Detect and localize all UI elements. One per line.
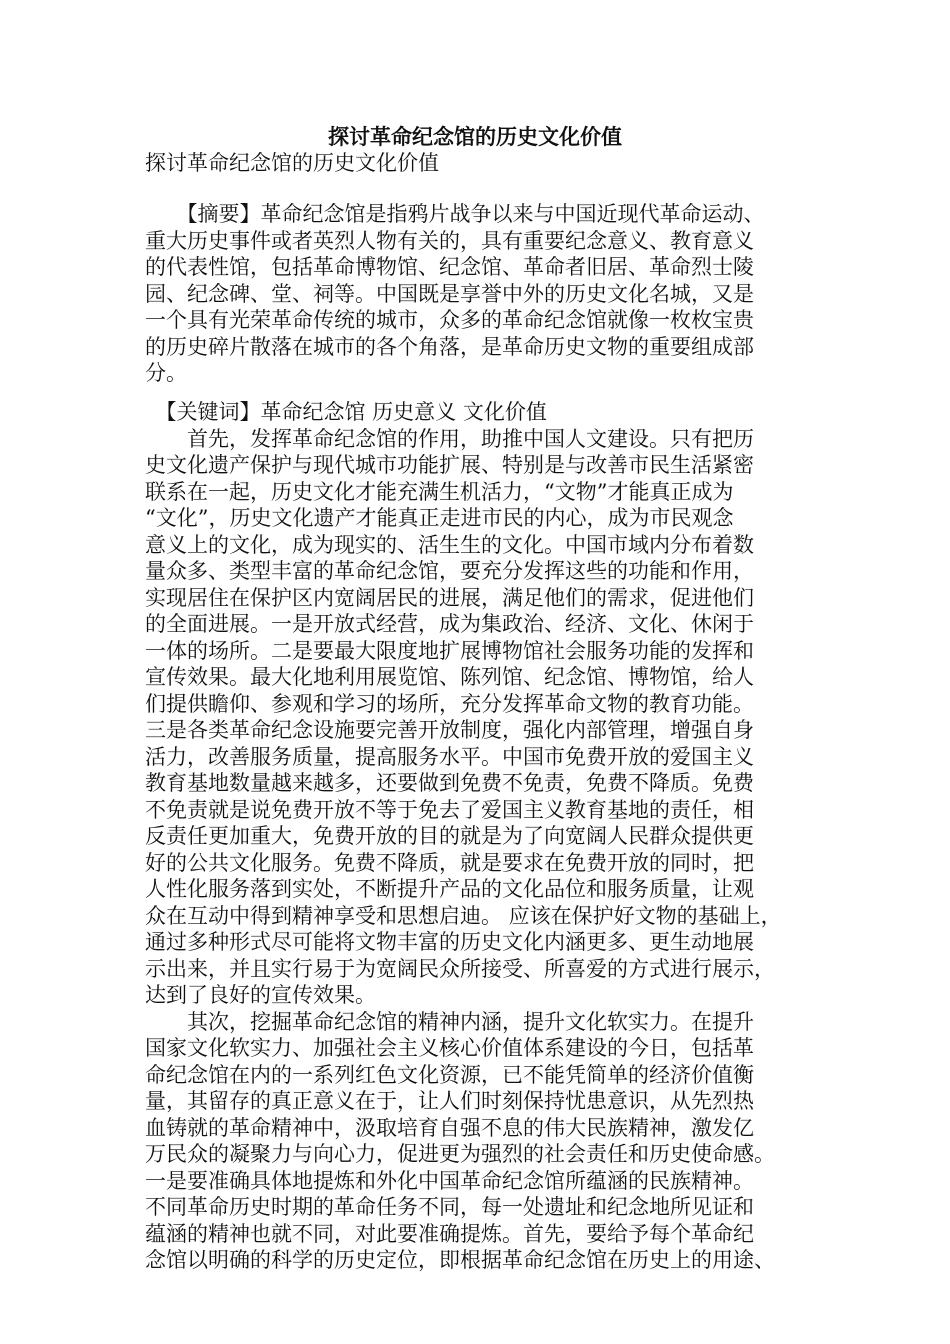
text-line: 达到了良好的宣传效果。 (145, 983, 376, 1007)
text-line: 一体的场所。二是要最大限度地扩展博物馆社会服务功能的发挥和 (145, 638, 754, 663)
document-subtitle: 探讨革命纪念馆的历史文化价值 (145, 151, 439, 175)
text-line: 们提供瞻仰、参观和学习的场所，充分发挥革命文物的教育功能。 (145, 691, 754, 716)
text-line: 蕴涵的精神也就不同，对此要准确提炼。首先，要给予每个革命纪 (145, 1221, 754, 1246)
text-line: 的代表性馆，包括革命博物馆、纪念馆、革命者旧居、革命烈士陵 (145, 255, 754, 279)
text-line: 通过多种形式尽可能将文物丰富的历史文化内涵更多、更生动地展 (145, 930, 754, 954)
text-line: 一是要准确具体地提炼和外化中国革命纪念馆所蕴涵的民族精神。 (145, 1168, 754, 1193)
text-line: 量众多、类型丰富的革命纪念馆，要充分发挥这些的功能和作用， (145, 559, 754, 583)
text-line: 命纪念馆在内的一系列红色文化资源，已不能凭简单的经济价值衡 (145, 1062, 754, 1087)
text-line: 国家文化软实力、加强社会主义核心价值体系建设的今日，包括革 (145, 1036, 754, 1060)
text-line: “文化”，历史文化遗产才能真正走进市民的内心，成为市民观念 (145, 506, 734, 530)
text-line: 的全面进展。一是开放式经营，成为集政治、经济、文化、休闲于 (145, 612, 754, 636)
text-line: 重大历史事件或者英烈人物有关的，具有重要纪念意义、教育意义 (145, 228, 754, 253)
text-line: 教育基地数量越来越多，还要做到免费不免责，免费不降质。免费 (145, 771, 754, 795)
text-line: 意义上的文化，成为现实的、活生生的文化。中国市域内分布着数 (145, 532, 754, 557)
text-line: 血铸就的革命精神中，汲取培育自强不息的伟大民族精神，激发亿 (145, 1115, 754, 1140)
main-body (145, 399, 825, 1274)
text-line: 联系在一起，历史文化才能充满生机活力，“文物”才能真正成为 (145, 479, 734, 504)
text-line: 不同革命历史时期的革命任务不同，每一处遗址和纪念地所见证和 (145, 1195, 754, 1219)
text-line: 宣传效果。最大化地利用展览馆、陈列馆、纪念馆、博物馆，给人 (145, 665, 754, 689)
text-line: 的历史碎片散落在城市的各个角落，是革命历史文物的重要组成部 (145, 334, 754, 359)
text-line: 量，其留存的真正意义在于，让人们时刻保持忧患意识，从先烈热 (145, 1089, 754, 1113)
text-line: 分。 (145, 361, 187, 385)
text-line: 三是各类革命纪念设施要完善开放制度，强化内部管理，增强自身 (145, 718, 754, 742)
document-title: 探讨革命纪念馆的历史文化价值 (328, 124, 622, 149)
text-line: 反责任更加重大，免费开放的目的就是为了向宽阔人民群众提供更 (145, 824, 754, 848)
text-line: 实现居住在保护区内宽阔居民的进展，满足他们的需求，促进他们 (145, 585, 754, 610)
text-line: 其次，挖掘革命纪念馆的精神内涵，提升文化软实力。在提升 (145, 1009, 754, 1034)
text-line: 念馆以明确的科学的历史定位，即根据革命纪念馆在历史上的用途、 (145, 1248, 775, 1272)
text-line: 园、纪念碑、堂、祠等。中国既是享誉中外的历史文化名城，又是 (145, 281, 754, 306)
text-line: 人性化服务落到实处，不断提升产品的文化品位和服务质量，让观 (145, 877, 754, 901)
keywords-line: 【关键词】革命纪念馆 历史意义 文化价值 (145, 400, 547, 424)
text-line: 示出来，并且实行易于为宽阔民众所接受、所喜爱的方式进行展示， (145, 956, 775, 981)
text-line: 一个具有光荣革命传统的城市，众多的革命纪念馆就像一枚枚宝贵 (145, 308, 754, 332)
text-line: 好的公共文化服务。免费不降质，就是要求在免费开放的同时，把 (145, 850, 754, 875)
text-line: 不免责就是说免费开放不等于免去了爱国主义教育基地的责任，相 (145, 797, 754, 822)
text-line: 首先，发挥革命纪念馆的作用，助推中国人文建设。只有把历 (145, 426, 754, 451)
abstract-paragraph (145, 201, 825, 387)
text-line: 众在互动中得到精神享受和思想启迪。 应该在保护好文物的基础上， (145, 903, 782, 928)
text-line: 【摘要】革命纪念馆是指鸦片战争以来与中国近现代革命运动、 (145, 202, 765, 226)
text-line: 活力，改善服务质量，提高服务水平。中国市免费开放的爱国主义 (145, 744, 754, 769)
text-line: 史文化遗产保护与现代城市功能扩展、特别是与改善市民生活紧密 (145, 453, 754, 477)
text-line: 万民众的凝聚力与向心力，促进更为强烈的社会责任和历史使命感。 (145, 1142, 775, 1166)
